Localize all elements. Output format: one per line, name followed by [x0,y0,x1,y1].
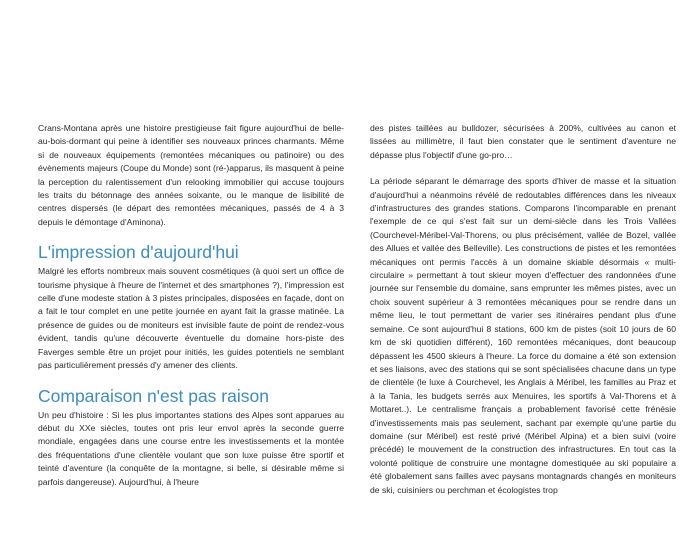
right-column [370,122,676,497]
left-column [38,122,344,489]
intro-paragraph: Crans-Montana après une histoire prestigieuse fait figure aujourd'hui de belle-au-bois-dormant qui peine à identifier ses nouveaux princes charmants. Même si de nouveaux équipements (remontées mécaniques ou patinoire) ou des évènements majeurs (Coupe du Monde) sont (ré-)apparus, ils masquent à peine la perception du ralentissement d'un relooking immobilier qui accuse toujours les traits du bétonnage des années soixante, ou le manque de lisibilité de centres dispersés (le départ des remontées mécaniques, passés de 4 à 3 depuis le démontage d'Aminona). [38,123,344,227]
continuation-paragraph: des pistes taillées au bulldozer, sécurisées à 200%, cultivées au canon et lissées au millimètre, il faut bien constater que le sentiment d'aventure ne dépasse plus l'objectif d'une go-pro… [370,123,676,160]
section-heading-impression: L'impression d'aujourd'hui [38,242,239,263]
comparaison-paragraph: Un peu d'histoire : Si les plus importantes stations des Alpes sont apparues au début du XXe siècles, toutes ont pris leur envol après la seconde guerre mondiale, engagées dans une course entre les investissements et la montée des fréquentations d'une clientèle voulant que son luxe puisse être sportif et teinté d'aventure (la conquête de la montagne, si belle, si désirable même si parfois dangereuse). Aujourd'hui, à l'heure [38,409,344,487]
trois-vallees-paragraph: La période séparant le démarrage des sports d'hiver de masse et la situation d'aujourd'hui a néanmoins révélé de redoutables différences dans les niveaux d'infrastructures des grandes stations. Comparons l'incomparable en prenant l'exemple de ce qui s'est fait sur un demi-siècle dans les Trois Vallées (Courchevel-Méribel-Val-Thorens, ou plus précisément, vallée de Bozel, vallée des Allues et vallée des Belleville). Les constructions de pistes et les remontées mécaniques ont permis l'accès à un domaine skiable désormais « multi-circulaire » permettant à tout skieur moyen d'effectuer des randonnées d'une journée sur l'ensemble du domaine, sans emprunter les mêmes pistes, avec un choix souvent supérieur à 3 remontées mécaniques pour se rendre dans un même lieu, le tout permettant de varier ses itinéraires pendant plus d'une semaine. Ce sont aujourd'hui 8 stations, 600 km de pistes (soit 10 jours de 60 km de ski quotidien différent), 160 remontées mécaniques, dont beaucoup dépassent les 4500 skieurs à l'heure. La force du domaine a été son extension et ses liaisons, avec des stations qui se sont spécialisées chacune dans un type de clientèle (le luxe à Courchevel, les Anglais à Méribel, les familles au Praz et à la Tania, les budgets serrés aux Menuires, les sportifs à Val-Thorens et à Mottaret..). Le centralisme français a probablement favorisé cette frénésie d'investissements mais pas seulement, sachant par exemple qu'une partie du domaine (sur Méribel) est resté privé (Méribel Alpina) et a bien suivi (voire précédé) le mouvement de la construction des infrastructures. En tout cas la volonté politique de construire une montagne domestiquée au ski populaire a été globalement sans failles avec paysans montagnards changés en moniteurs de ski, cuisiniers ou perchman et écologistes trop [370,176,676,495]
section-heading-comparaison: Comparaison n'est pas raison [38,385,269,406]
impression-paragraph: Malgré les efforts nombreux mais souvent cosmétiques (à quoi sert un office de tourisme physique à l'heure de l'internet et des smartphones ?), l'impression est celle d'une modeste station à 3 pistes principales, disposées en façade, dont on a fait le tour complet en une petite journée en ayant fait la grasse matinée. La présence de guides ou de moniteurs est invisible faute de point de rendez-vous évident, tandis qu'une découverte éventuelle du domaine hors-piste des Faverges semble être un projet pour initiés, les guides potentiels ne semblant pas particulièrement pressés d'y amener des clients. [38,266,344,371]
